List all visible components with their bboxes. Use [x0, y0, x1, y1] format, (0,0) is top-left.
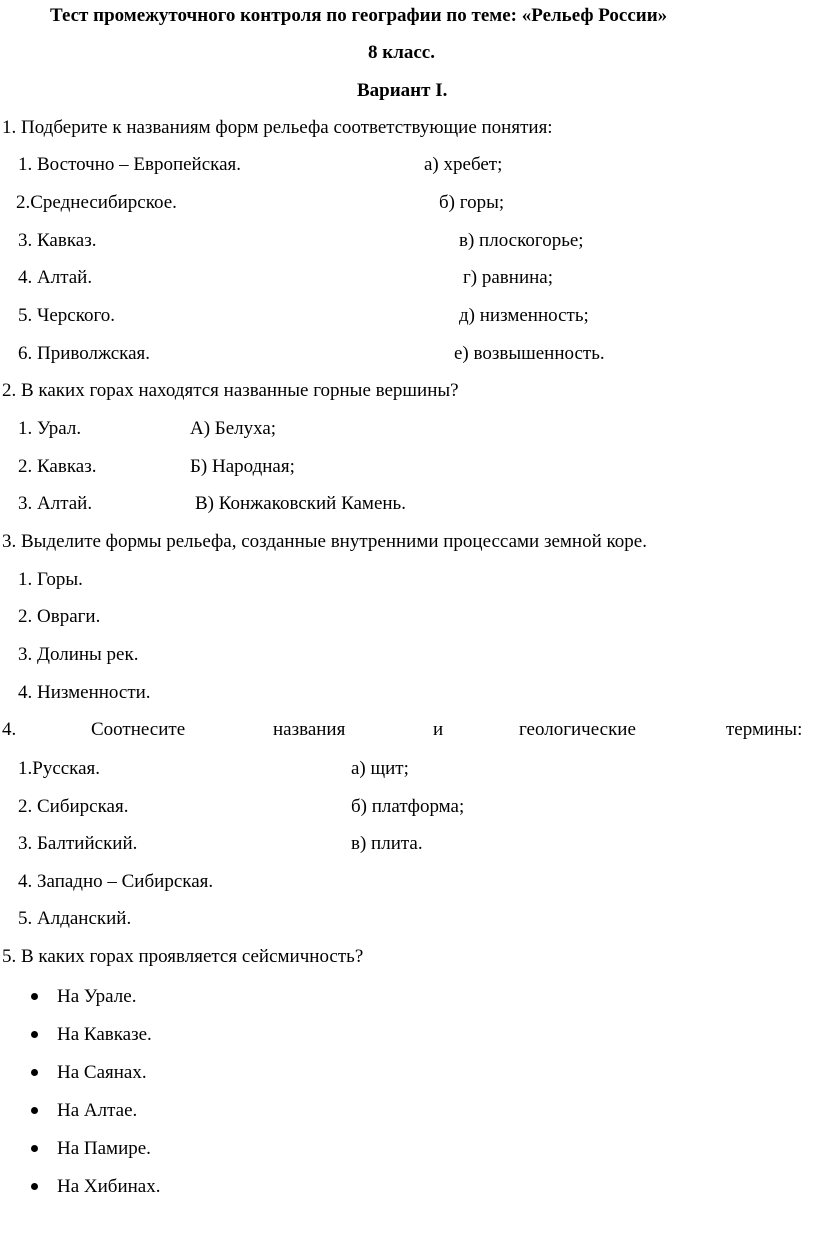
q5-item: На Алтае.	[57, 1100, 138, 1121]
q4-word: Соотнесите	[91, 719, 186, 740]
q3-item: 2. Овраги.	[18, 606, 101, 627]
q2-right-item: Б) Народная;	[190, 456, 295, 477]
q1-right-item: в) плоскогорье;	[459, 230, 584, 251]
q5-item: На Кавказе.	[57, 1024, 152, 1045]
q4-left-item: 3. Балтийский.	[18, 833, 138, 854]
question-5-text: 5. В каких горах проявляется сейсмичность?	[2, 946, 364, 967]
q1-right-item: а) хребет;	[424, 154, 503, 175]
q1-right-item: е) возвышенность.	[454, 343, 605, 364]
q1-left-item: 5. Черского.	[18, 305, 116, 326]
q3-item: 3. Долины рек.	[18, 644, 139, 665]
q3-item: 4. Низменности.	[18, 682, 151, 703]
q4-word: термины:	[726, 719, 803, 740]
q2-left-item: 3. Алтай.	[18, 493, 93, 514]
q1-right-item: б) горы;	[439, 192, 505, 213]
document-title: Тест промежуточного контроля по географии по теме: «Рельеф России»	[50, 5, 668, 26]
q1-left-item: 4. Алтай.	[18, 267, 93, 288]
q2-right-item: А) Белуха;	[190, 418, 277, 439]
q4-word: геологические	[519, 719, 636, 740]
bullet-icon	[31, 1183, 38, 1190]
q1-right-item: д) низменность;	[459, 305, 589, 326]
question-2-text: 2. В каких горах находятся названные горные вершины?	[2, 380, 459, 401]
q4-left-item: 5. Алданский.	[18, 908, 132, 929]
q4-word: названия	[273, 719, 346, 740]
q5-item: На Урале.	[57, 986, 137, 1007]
bullet-icon	[31, 1069, 38, 1076]
q4-right-item: в) плита.	[351, 833, 423, 854]
q4-left-item: 2. Сибирская.	[18, 796, 129, 817]
q5-item: На Памире.	[57, 1138, 151, 1159]
q4-word: и	[433, 719, 444, 740]
q5-item: На Саянах.	[57, 1062, 147, 1083]
q4-left-item: 4. Западно – Сибирская.	[18, 871, 214, 892]
q2-left-item: 1. Урал.	[18, 418, 82, 439]
q5-item: На Хибинах.	[57, 1176, 161, 1197]
bullet-icon	[31, 1107, 38, 1114]
bullet-icon	[31, 1145, 38, 1152]
q4-number: 4.	[2, 719, 17, 740]
q1-left-item: 2.Среднесибирское.	[16, 192, 177, 213]
q4-right-item: а) щит;	[351, 758, 409, 779]
q1-left-item: 1. Восточно – Европейская.	[18, 154, 242, 175]
question-3-text: 3. Выделите формы рельефа, созданные внутренними процессами земной коре.	[2, 531, 647, 552]
bullet-icon	[31, 1031, 38, 1038]
bullet-icon	[31, 993, 38, 1000]
q3-item: 1. Горы.	[18, 569, 83, 590]
q1-left-item: 6. Приволжская.	[18, 343, 151, 364]
q4-left-item: 1.Русская.	[18, 758, 101, 779]
question-1-text: 1. Подберите к названиям форм рельефа соответствующие понятия:	[2, 117, 553, 138]
q1-left-item: 3. Кавказ.	[18, 230, 97, 251]
q1-right-item: г) равнина;	[463, 267, 553, 288]
q2-right-item: В) Конжаковский Камень.	[195, 493, 406, 514]
q2-left-item: 2. Кавказ.	[18, 456, 97, 477]
variant-label: Вариант I.	[357, 80, 448, 101]
q4-right-item: б) платформа;	[351, 796, 465, 817]
grade-label: 8 класс.	[368, 42, 435, 63]
